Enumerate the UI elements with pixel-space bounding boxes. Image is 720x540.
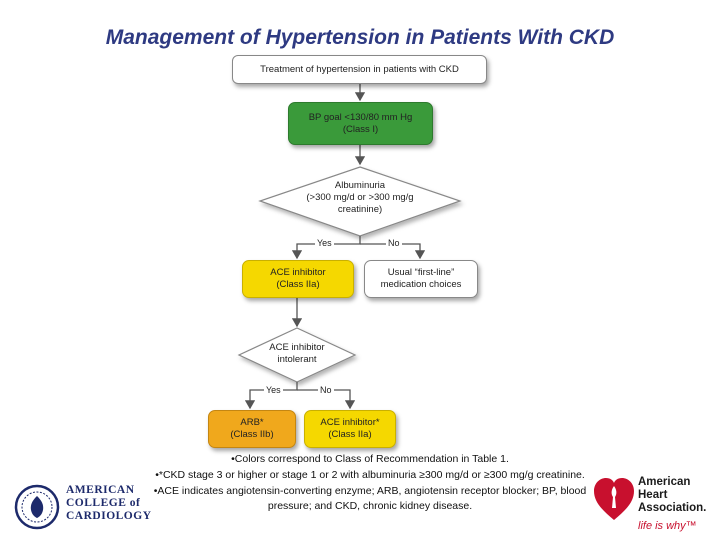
acc-line3: CARDIOLOGY (66, 510, 152, 522)
acc-logo (12, 484, 162, 532)
usual-medication-box (364, 260, 478, 298)
footnote-colors: •Colors correspond to Class of Recommendation in Table 1. (231, 453, 509, 465)
aha-heart-torch-icon (592, 472, 636, 524)
arb-box-line2: (Class IIb) (230, 429, 274, 440)
ace2-box-line1: ACE inhibitor* (320, 417, 380, 429)
bp-goal-box (288, 102, 433, 145)
decision2-no-label: No (320, 385, 332, 395)
ace-box-line1: ACE inhibitor (270, 267, 326, 279)
aha-line2: Heart (638, 489, 668, 501)
aha-line3: Association. (638, 502, 707, 514)
acc-wordmark (66, 484, 152, 523)
arb-box (208, 410, 296, 448)
ace-inhibitor-box (242, 260, 354, 298)
decision1-no-label: No (388, 238, 400, 248)
usual-box-line1: Usual “first-line” (387, 267, 455, 279)
aha-logo (592, 470, 717, 538)
decision1-line2: (>300 mg/d or >300 mg/g (306, 191, 414, 203)
decision2-line2: intolerant (277, 353, 317, 365)
footnotes (140, 452, 600, 515)
bp-goal-line1: BP goal <130/80 mm Hg (308, 111, 413, 123)
decision1-line1: Albuminuria (334, 180, 386, 191)
decision2-text (252, 342, 342, 366)
aha-wordmark (638, 476, 706, 515)
footnote-ckd-stage: •*CKD stage 3 or higher or stage 1 or 2 with albuminuria ≥300 mg/d or ≥300 mg/g creatinine. (155, 468, 585, 481)
acc-seal-icon (14, 484, 60, 530)
aha-line1: American (638, 476, 691, 488)
root-box-label: Treatment of hypertension in patients with CKD (260, 63, 459, 75)
ace-box-line2: (Class IIa) (276, 279, 320, 290)
decision2-line1: ACE inhibitor (269, 342, 325, 353)
ace2-box-line2: (Class IIa) (328, 429, 372, 440)
root-box (232, 55, 487, 84)
decision1-text (285, 180, 435, 216)
arb-box-line1: ARB* (240, 417, 264, 429)
acc-line1: AMERICAN (66, 484, 135, 496)
footnote-abbreviations: •ACE indicates angiotensin-converting enzyme; ARB, angiotensin receptor blocker; BP, blood pressure; and CKD, chronic kidney disease. (153, 484, 587, 513)
decision2-yes-label: Yes (266, 385, 281, 395)
bp-goal-line2: (Class I) (342, 123, 379, 135)
decision1-line3: creatinine) (337, 203, 383, 215)
usual-box-line2: medication choices (380, 279, 462, 290)
ace-inhibitor-2-box (304, 410, 396, 448)
page-title: Management of Hypertension in Patients With CKD (105, 26, 615, 49)
aha-tagline: life is why™ (638, 520, 697, 532)
acc-line2: COLLEGE of (66, 497, 141, 509)
decision1-yes-label: Yes (317, 238, 332, 248)
